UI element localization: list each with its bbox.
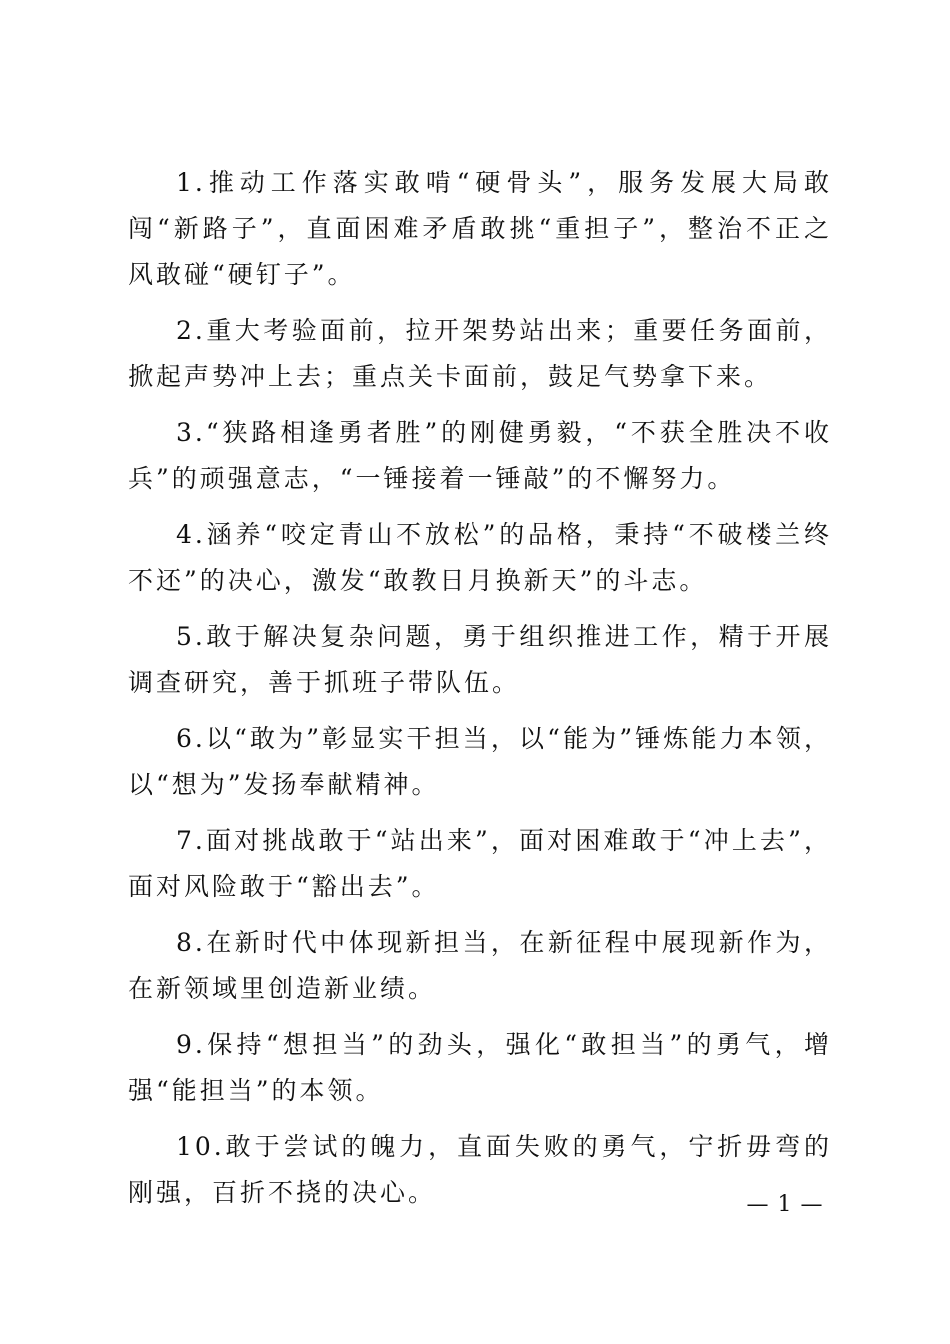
paragraph-3: 3.“狭路相逢勇者胜”的刚健勇毅，“不获全胜决不收兵”的顽强意志，“一锤接着一锤敲”的不懈努力。 [128, 418, 832, 493]
paragraph-1: 1.推动工作落实敢啃“硬骨头”，服务发展大局敢闯“新路子”，直面困难矛盾敢挑“重担子”，整治不正之风敢碰“硬钉子”。 [128, 168, 832, 289]
paragraph-6: 6.以“敢为”彰显实干担当，以“能为”锤炼能力本领，以“想为”发扬奉献精神。 [128, 724, 832, 799]
paragraph-2: 2.重大考验面前，拉开架势站出来；重要任务面前，掀起声势冲上去；重点关卡面前，鼓足气势拿下来。 [128, 316, 832, 391]
paragraph-5: 5.敢于解决复杂问题，勇于组织推进工作，精于开展调查研究，善于抓班子带队伍。 [128, 622, 832, 697]
page-number: — 1 — [746, 1192, 824, 1217]
paragraph-7: 7.面对挑战敢于“站出来”，面对困难敢于“冲上去”，面对风险敢于“豁出去”。 [128, 826, 832, 901]
paragraph-8: 8.在新时代中体现新担当，在新征程中展现新作为，在新领域里创造新业绩。 [128, 928, 832, 1003]
paragraph-10: 10.敢于尝试的魄力，直面失败的勇气，宁折毋弯的刚强，百折不挠的决心。 [128, 1132, 832, 1207]
paragraph-4: 4.涵养“咬定青山不放松”的品格，秉持“不破楼兰终不还”的决心，激发“敢教日月换新天”的斗志。 [128, 520, 832, 595]
paragraph-9: 9.保持“想担当”的劲头，强化“敢担当”的勇气，增强“能担当”的本领。 [128, 1030, 832, 1105]
document-body [128, 160, 832, 1226]
